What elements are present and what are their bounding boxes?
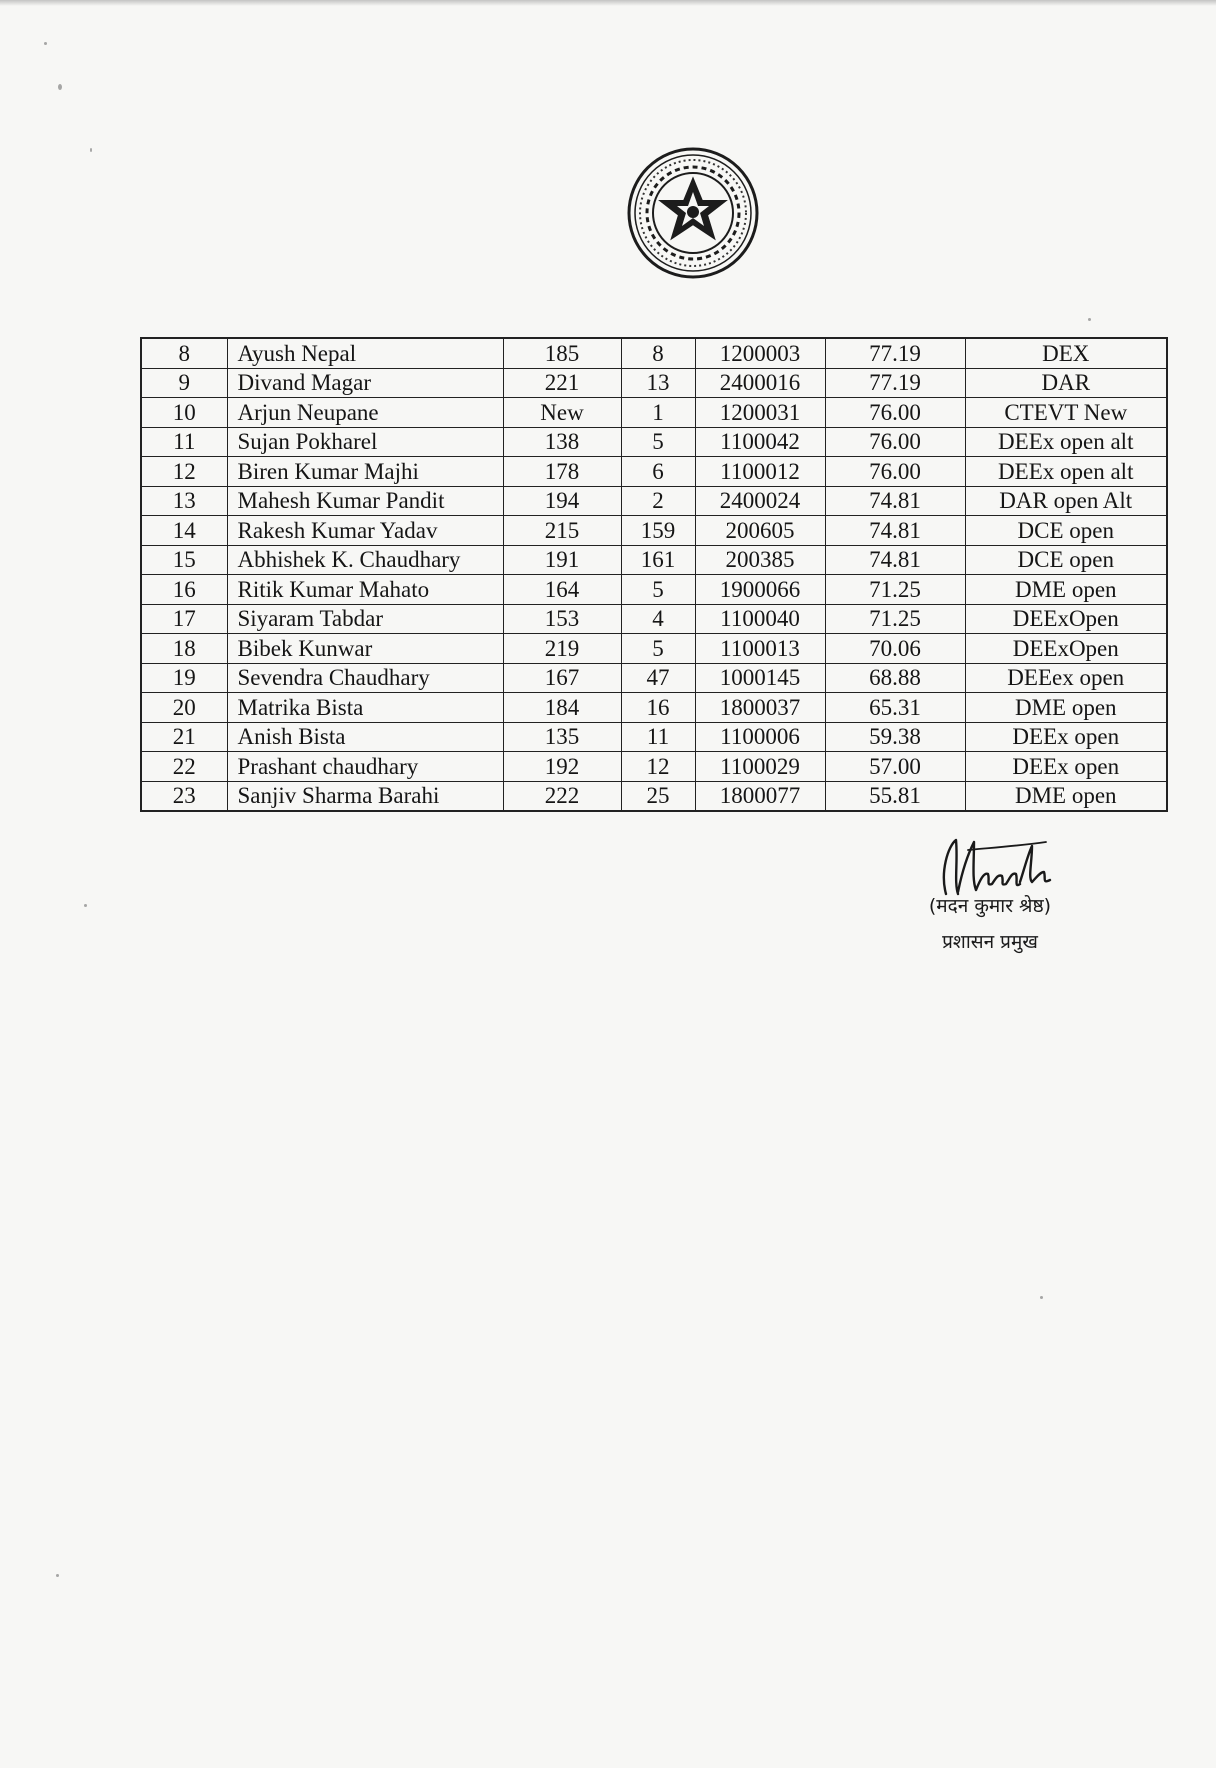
cell-name: Ayush Nepal [227, 338, 503, 368]
cell-code: 2400024 [695, 486, 825, 516]
cell-roll: 192 [503, 752, 621, 782]
cell-name: Sanjiv Sharma Barahi [227, 781, 503, 811]
cell-score: 55.81 [825, 781, 965, 811]
cell-rank: 5 [621, 575, 695, 605]
cell-name: Biren Kumar Majhi [227, 457, 503, 487]
cell-name: Divand Magar [227, 368, 503, 398]
cell-name: Sujan Pokharel [227, 427, 503, 457]
cell-score: 68.88 [825, 663, 965, 693]
table-row [141, 486, 1167, 516]
cell-category: DCE open [965, 545, 1167, 575]
cell-name: Arjun Neupane [227, 398, 503, 428]
cell-score: 70.06 [825, 634, 965, 664]
cell-category: DEEex open [965, 663, 1167, 693]
cell-category: DEEx open alt [965, 457, 1167, 487]
cell-roll: 178 [503, 457, 621, 487]
cell-score: 76.00 [825, 427, 965, 457]
cell-rank: 4 [621, 604, 695, 634]
results-table [140, 337, 1168, 812]
table-row [141, 427, 1167, 457]
cell-name: Mahesh Kumar Pandit [227, 486, 503, 516]
cell-rank: 6 [621, 457, 695, 487]
cell-sn: 18 [141, 634, 227, 664]
cell-sn: 13 [141, 486, 227, 516]
cell-rank: 13 [621, 368, 695, 398]
cell-score: 74.81 [825, 516, 965, 546]
cell-roll: 222 [503, 781, 621, 811]
scan-speck [56, 1574, 59, 1577]
cell-score: 71.25 [825, 575, 965, 605]
signatory-name: (मदन कुमार श्रेष्ठ) [928, 895, 1052, 917]
cell-rank: 1 [621, 398, 695, 428]
cell-score: 74.81 [825, 545, 965, 575]
cell-sn: 14 [141, 516, 227, 546]
cell-name: Ritik Kumar Mahato [227, 575, 503, 605]
cell-roll: 219 [503, 634, 621, 664]
cell-score: 76.00 [825, 457, 965, 487]
cell-code: 1100042 [695, 427, 825, 457]
table-row [141, 457, 1167, 487]
cell-category: DME open [965, 575, 1167, 605]
cell-category: DEEx open alt [965, 427, 1167, 457]
handwritten-signature [928, 832, 1058, 900]
cell-rank: 2 [621, 486, 695, 516]
scan-speck [1040, 1296, 1043, 1299]
table-row [141, 634, 1167, 664]
cell-sn: 21 [141, 722, 227, 752]
cell-roll: 153 [503, 604, 621, 634]
cell-roll: 194 [503, 486, 621, 516]
table-row [141, 575, 1167, 605]
official-seal-icon [626, 146, 760, 280]
cell-name: Siyaram Tabdar [227, 604, 503, 634]
cell-code: 1100013 [695, 634, 825, 664]
cell-roll: 191 [503, 545, 621, 575]
cell-code: 1100040 [695, 604, 825, 634]
scan-speck [84, 904, 87, 907]
cell-category: DEEx open [965, 722, 1167, 752]
cell-roll: 135 [503, 722, 621, 752]
cell-sn: 23 [141, 781, 227, 811]
cell-rank: 5 [621, 427, 695, 457]
cell-category: CTEVT New [965, 398, 1167, 428]
cell-sn: 12 [141, 457, 227, 487]
cell-code: 2400016 [695, 368, 825, 398]
cell-score: 77.19 [825, 338, 965, 368]
official-seal [626, 146, 760, 280]
cell-rank: 16 [621, 693, 695, 723]
cell-sn: 8 [141, 338, 227, 368]
cell-name: Sevendra Chaudhary [227, 663, 503, 693]
cell-code: 1100012 [695, 457, 825, 487]
cell-roll: New [503, 398, 621, 428]
cell-name: Prashant chaudhary [227, 752, 503, 782]
cell-roll: 184 [503, 693, 621, 723]
table-row [141, 781, 1167, 811]
table-row [141, 368, 1167, 398]
cell-category: DEX [965, 338, 1167, 368]
scan-speck [1088, 318, 1091, 321]
cell-score: 71.25 [825, 604, 965, 634]
cell-sn: 19 [141, 663, 227, 693]
cell-rank: 5 [621, 634, 695, 664]
cell-score: 77.19 [825, 368, 965, 398]
table-row [141, 516, 1167, 546]
cell-score: 65.31 [825, 693, 965, 723]
cell-roll: 164 [503, 575, 621, 605]
cell-rank: 161 [621, 545, 695, 575]
table-row [141, 693, 1167, 723]
table-row [141, 338, 1167, 368]
cell-rank: 25 [621, 781, 695, 811]
cell-sn: 20 [141, 693, 227, 723]
cell-code: 1900066 [695, 575, 825, 605]
cell-category: DEExOpen [965, 604, 1167, 634]
cell-name: Rakesh Kumar Yadav [227, 516, 503, 546]
scan-speck [90, 148, 92, 152]
cell-code: 200385 [695, 545, 825, 575]
cell-code: 1800037 [695, 693, 825, 723]
cell-category: DME open [965, 781, 1167, 811]
cell-name: Anish Bista [227, 722, 503, 752]
cell-code: 1000145 [695, 663, 825, 693]
cell-rank: 47 [621, 663, 695, 693]
table-row [141, 722, 1167, 752]
cell-score: 59.38 [825, 722, 965, 752]
cell-roll: 221 [503, 368, 621, 398]
table-row [141, 398, 1167, 428]
cell-rank: 12 [621, 752, 695, 782]
cell-roll: 138 [503, 427, 621, 457]
cell-rank: 159 [621, 516, 695, 546]
table-row [141, 752, 1167, 782]
scan-speck [44, 42, 47, 45]
cell-rank: 11 [621, 722, 695, 752]
cell-sn: 10 [141, 398, 227, 428]
cell-name: Matrika Bista [227, 693, 503, 723]
cell-sn: 17 [141, 604, 227, 634]
cell-code: 1200003 [695, 338, 825, 368]
cell-name: Abhishek K. Chaudhary [227, 545, 503, 575]
cell-sn: 16 [141, 575, 227, 605]
cell-score: 74.81 [825, 486, 965, 516]
cell-category: DAR [965, 368, 1167, 398]
cell-score: 76.00 [825, 398, 965, 428]
signature-block [880, 832, 1110, 972]
cell-roll: 215 [503, 516, 621, 546]
table-body [141, 338, 1167, 811]
cell-rank: 8 [621, 338, 695, 368]
cell-category: DEExOpen [965, 634, 1167, 664]
cell-score: 57.00 [825, 752, 965, 782]
cell-sn: 9 [141, 368, 227, 398]
cell-sn: 11 [141, 427, 227, 457]
table-row [141, 545, 1167, 575]
cell-sn: 22 [141, 752, 227, 782]
cell-code: 1100006 [695, 722, 825, 752]
cell-code: 1200031 [695, 398, 825, 428]
cell-category: DEEx open [965, 752, 1167, 782]
page-top-edge [0, 0, 1216, 6]
cell-code: 200605 [695, 516, 825, 546]
cell-roll: 167 [503, 663, 621, 693]
cell-roll: 185 [503, 338, 621, 368]
signatory-title: प्रशासन प्रमुख [942, 931, 1038, 953]
table-row [141, 663, 1167, 693]
cell-category: DME open [965, 693, 1167, 723]
cell-code: 1800077 [695, 781, 825, 811]
cell-category: DCE open [965, 516, 1167, 546]
cell-code: 1100029 [695, 752, 825, 782]
scan-speck [58, 84, 62, 90]
cell-name: Bibek Kunwar [227, 634, 503, 664]
cell-category: DAR open Alt [965, 486, 1167, 516]
table-row [141, 604, 1167, 634]
cell-sn: 15 [141, 545, 227, 575]
